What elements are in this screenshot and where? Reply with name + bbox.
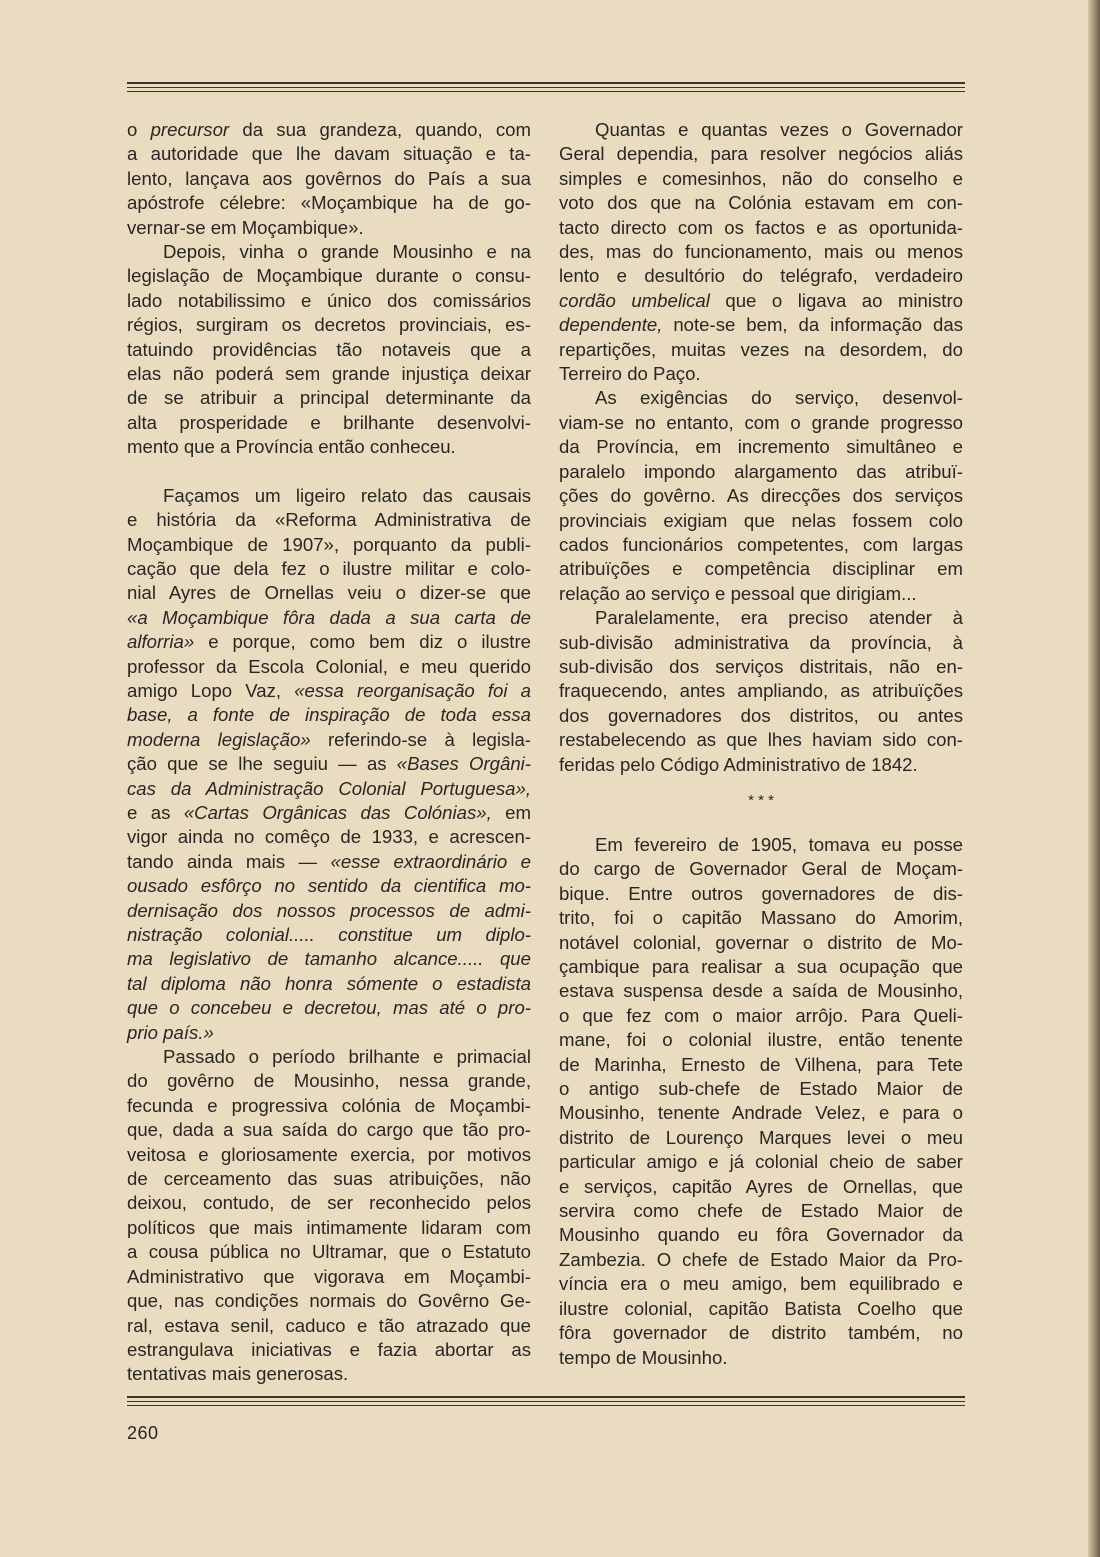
text-line: alta prosperidade e brilhante desenvolvi-: [127, 411, 531, 433]
text-line: sub-divisão administrativa da província, à: [559, 631, 963, 653]
text-line: tando ainda mais — «esse extraordinário e: [127, 850, 531, 872]
text-line: moderna legislação» referindo-se à legisla-: [127, 728, 531, 750]
text-line: tatuindo providências tão notaveis que a: [127, 338, 531, 360]
text-line: base, a fonte de inspiração de toda essa: [127, 704, 531, 726]
text-line: particular amigo e já colonial cheio de saber: [559, 1151, 963, 1173]
text-line: de Marinha, Ernesto de Vilhena, para Tete: [559, 1053, 963, 1075]
bottom-rule: [127, 1396, 965, 1409]
text-line: nistração colonial..... constitue um diplo-: [127, 924, 531, 945]
text-line: As exigências do serviço, desenvol-: [595, 387, 963, 409]
paragraph: [559, 386, 963, 606]
text-line: tentativas mais generosas.: [127, 1363, 349, 1385]
text-line: tacto directo com os factos e as oportunida-: [559, 216, 963, 238]
paragraph: [127, 118, 531, 240]
text-line: Zambezia. O chefe de Estado Maior da Pro-: [559, 1248, 963, 1270]
text-line: dernisação dos nossos processos de admi-: [127, 899, 531, 921]
text-line: mento que a Província então conheceu.: [127, 436, 456, 458]
text-line: lento e desultório do telégrafo, verdadeiro: [559, 265, 963, 287]
text-line: ousado esfôrço no sentido da cientifica mo-: [127, 875, 531, 897]
text-line: o precursor da sua grandeza, quando, com: [127, 119, 531, 140]
text-line: Geral dependia, para resolver negócios aliás: [559, 143, 963, 165]
right-column: [559, 118, 963, 1370]
paragraph: [127, 240, 531, 460]
top-rule: [127, 82, 965, 95]
text-line: Moçambique de 1907», porquanto da publi-: [127, 533, 531, 555]
paragraph: [559, 606, 963, 777]
text-line: amigo Lopo Vaz, «essa reorganisação foi a: [127, 679, 531, 701]
text-line: Administrativo que vigorava em Moçambi-: [127, 1265, 531, 1287]
text-line: des, mas do funcionamento, mais ou menos: [559, 241, 963, 263]
text-line: fecunda e progressiva colónia de Moçambi-: [127, 1094, 531, 1116]
text-line: cordão umbelical que o ligava ao ministro: [559, 289, 964, 311]
text-line: de se atribuir a principal determinante da: [127, 387, 531, 409]
text-line: Em fevereiro de 1905, tomava eu posse: [595, 833, 963, 855]
text-line: de cerceamento das suas atribuições, não: [127, 1168, 531, 1190]
text-line: ções do govêrno. As direcções dos serviços: [559, 485, 963, 507]
text-line: tempo de Mousinho.: [559, 1346, 728, 1368]
text-line: e serviços, capitão Ayres de Ornellas, que: [559, 1175, 963, 1197]
text-line: fraquecendo, antes ampliando, as atribuïções: [559, 680, 963, 702]
text-line: do govêrno de Mousinho, nessa grande,: [127, 1070, 531, 1092]
section-separator: * * *: [748, 791, 774, 809]
text-line: elas não poderá sem grande injustiça deixar: [127, 363, 531, 385]
text-line: cação que dela fez o ilustre militar e colo-: [127, 557, 531, 579]
text-line: voto dos que na Colónia estavam em con-: [559, 192, 963, 214]
text-line: sub-divisão dos serviços distritais, não en-: [559, 655, 963, 677]
text-line: repartições, muitas vezes na desordem, do: [559, 338, 963, 360]
text-line: que o concebeu e decretou, mas até o pro-: [127, 997, 531, 1019]
text-line: feridas pelo Código Administrativo de 1842.: [559, 753, 918, 775]
text-line: Façamos um ligeiro relato das causais: [163, 484, 531, 506]
text-line: a cousa pública no Ultramar, que o Estatuto: [127, 1241, 531, 1263]
text-line: distrito de Lourenço Marques levei o meu: [559, 1126, 963, 1148]
text-line: bique. Entre outros governadores de dis-: [559, 882, 963, 904]
text-line: e as «Cartas Orgânicas das Colónias», em: [127, 801, 531, 823]
text-line: estrangulava iniciativas e fazia abortar as: [127, 1338, 531, 1360]
text-line: o antigo sub-chefe de Estado Maior de: [559, 1078, 963, 1100]
page-number: 260: [127, 1423, 159, 1443]
text-line: Quantas e quantas vezes o Governador: [595, 119, 963, 140]
paragraph: [559, 833, 963, 1370]
text-line: Depois, vinha o grande Mousinho e na: [163, 241, 531, 263]
text-line: veitosa e gloriosamente exercia, por motivos: [127, 1143, 531, 1165]
text-line: lento, lançava aos govêrnos do País a sua: [127, 167, 531, 189]
text-line: professor da Escola Colonial, e meu querido: [127, 655, 531, 677]
text-line: trito, foi o capitão Massano do Amorim,: [559, 907, 963, 929]
text-line: Paralelamente, era preciso atender à: [595, 607, 963, 629]
text-line: régios, surgiram os decretos provinciais, es-: [127, 314, 531, 336]
text-line: o que fez com o maior arrôjo. Para Queli-: [559, 1004, 963, 1026]
text-line: simples e comesinhos, não do conselho e: [559, 167, 963, 189]
text-line: notável colonial, governar o distrito de Mo-: [559, 931, 963, 953]
text-line: ma legislativo de tamanho alcance..... que: [127, 948, 531, 970]
text-line: vernar-se em Moçambique».: [127, 216, 364, 238]
text-line: vigor ainda no comêço de 1933, e acrescen-: [127, 826, 531, 848]
text-line: que, nas condições normais do Govêrno Ge-: [127, 1290, 531, 1312]
text-line: Mousinho quando eu fôra Governador da: [559, 1224, 963, 1246]
text-line: restabelecendo as que lhes haviam sido con-: [559, 729, 963, 751]
text-line: provinciais exigiam que nelas fossem colo: [559, 509, 963, 531]
paragraph: [127, 1045, 531, 1387]
text-line: Terreiro do Paço.: [559, 363, 701, 385]
text-line: «a Moçambique fôra dada a sua carta de: [127, 606, 531, 628]
text-line: a autoridade que lhe davam situação e ta-: [127, 143, 531, 165]
text-line: paralelo impondo alargamento das atribuï-: [559, 460, 963, 482]
text-line: legislação de Moçambique durante o consu-: [127, 265, 531, 287]
text-line: que, dada a sua saída do cargo que tão pro-: [127, 1119, 531, 1141]
text-line: ral, estava senil, caduco e tão atrazado que: [127, 1314, 531, 1336]
text-line: políticos que mais intimamente lidaram com: [127, 1216, 531, 1238]
text-line: e história da «Reforma Administrativa de: [127, 509, 531, 531]
text-line: Passado o período brilhante e primacial: [163, 1046, 531, 1068]
text-line: apóstrofe célebre: «Moçambique ha de go-: [127, 192, 531, 214]
text-line: lado notabilissimo e único dos comissários: [127, 289, 531, 311]
text-line: dependente, note-se bem, da informação das: [559, 314, 963, 336]
text-line: deixou, contudo, de ser reconhecido pelos: [127, 1192, 531, 1214]
text-line: nial Ayres de Ornellas veiu o dizer-se que: [127, 582, 531, 604]
text-line: cados funcionários competentes, com largas: [559, 533, 963, 555]
text-line: servira como chefe de Estado Maior de: [559, 1200, 963, 1222]
text-line: da Província, em incremento simultâneo e: [559, 436, 963, 458]
text-line: cas da Administração Colonial Portuguesa»,: [127, 777, 531, 799]
text-line: mane, foi o colonial ilustre, então tenente: [559, 1029, 963, 1051]
text-line: víncia era o meu amigo, bem equilibrado e: [559, 1273, 963, 1295]
text-line: prio país.»: [127, 1021, 214, 1043]
paragraph: [559, 118, 963, 386]
text-line: fôra governador de distrito também, no: [559, 1322, 963, 1344]
text-line: atribuïções e competência disciplinar em: [559, 558, 963, 580]
page-edge-shadow: [1088, 0, 1100, 1557]
text-line: ilustre colonial, capitão Batista Coelho que: [559, 1297, 963, 1319]
text-line: relação ao serviço e pessoal que dirigiam...: [559, 582, 917, 604]
text-line: ção que se lhe seguiu — as «Bases Orgâni-: [127, 753, 532, 775]
left-column: [127, 118, 531, 1387]
paragraph: [127, 484, 531, 1045]
text-line: alforria» e porque, como bem diz o ilustre: [127, 631, 531, 653]
text-line: dos governadores dos distritos, ou antes: [559, 704, 963, 726]
text-line: estava suspensa desde a saída de Mousinho,: [559, 980, 963, 1002]
text-line: tal diploma não honra sómente o estadista: [127, 972, 531, 994]
text-line: viam-se no entanto, com o grande progresso: [559, 411, 963, 433]
text-line: Mousinho, tenente Andrade Velez, e para o: [559, 1102, 963, 1124]
text-line: çambique para realisar a sua ocupação que: [559, 956, 963, 977]
text-line: do cargo de Governador Geral de Moçam-: [559, 858, 963, 880]
